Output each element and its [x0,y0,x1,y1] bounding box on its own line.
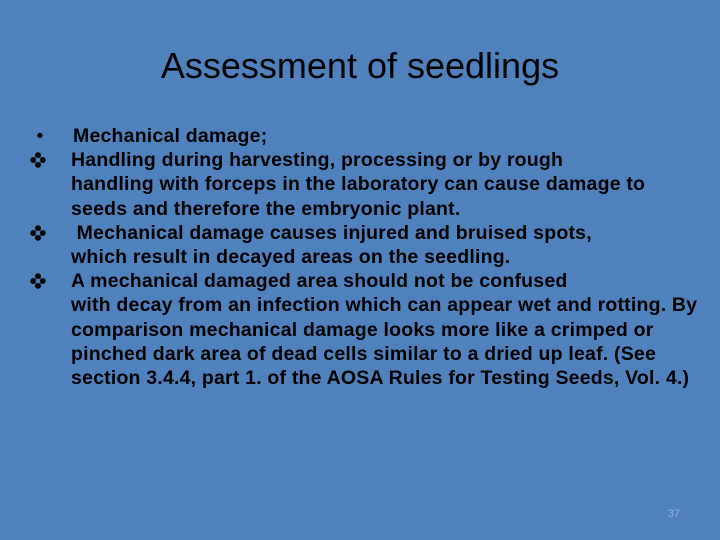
bullet-dot-icon: • [36,125,44,147]
bullet-first-line: Handling during harvesting, processing or by rough [71,149,564,172]
bullet-item [26,124,706,148]
bullet-item [26,221,706,269]
bullet-item [26,269,706,390]
bullet-first-line: Mechanical damage causes injured and bruised spots, [71,221,592,244]
bullet-text: which result in decayed areas on the seedling. [71,246,511,269]
slide-body [26,124,706,390]
bullet-text: with decay from an infection which can appear wet and rotting. By comparison mechanical damage looks more like a crimped or pinched dark area of dead cells similar to a dried up leaf. (See section 3.4.4, part 1. of the AOSA Rules for Testing Seeds, Vol. 4.) [71,294,698,390]
bullet-text: handling with forceps in the laboratory can cause damage to seeds and therefore the embryonic plant. [71,173,646,220]
bullet-item [26,148,706,221]
slide-title: Assessment of seedlings [160,45,560,86]
page-number: 37 [667,508,680,520]
bullet-first-line: A mechanical damaged area should not be confused [71,270,568,293]
bullet-first-line: Mechanical damage; [73,125,268,147]
